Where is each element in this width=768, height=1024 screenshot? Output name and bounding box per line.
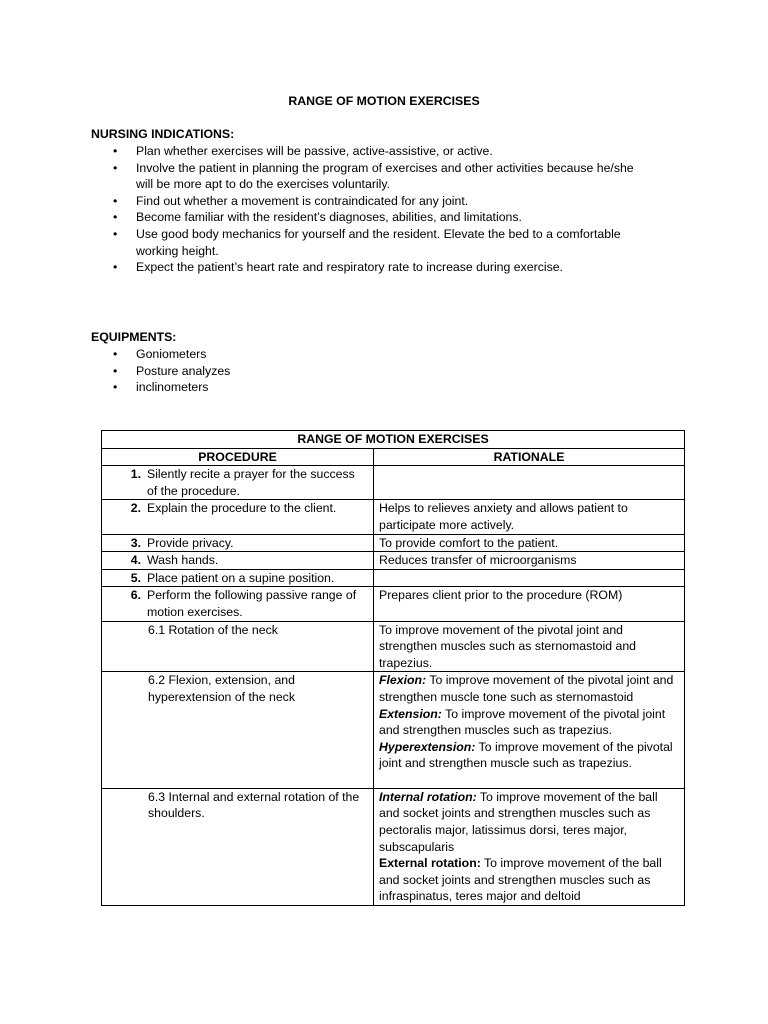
procedure-cell: 6.3 Internal and external rotation of the shoulders. bbox=[102, 788, 374, 905]
rationale-part bbox=[379, 706, 679, 739]
rationale-cell: Helps to relieves anxiety and allows patient to participate more actively. bbox=[374, 500, 685, 534]
list-item: • Find out whether a movement is contraindicated for any joint. bbox=[91, 193, 651, 210]
list-item: • Use good body mechanics for yourself and the resident. Elevate the bed to a comfortable working height. bbox=[91, 226, 651, 259]
rationale-text: To improve movement of the ball and socket joints and strengthen muscles such as infraspinatus, teres major and deltoid bbox=[379, 856, 662, 904]
list-item: • Expect the patient’s heart rate and respiratory rate to increase during exercise. bbox=[91, 259, 651, 276]
table-row bbox=[102, 500, 685, 534]
procedure-cell bbox=[102, 569, 374, 587]
rationale-cell: Reduces transfer of microorganisms bbox=[374, 552, 685, 570]
procedure-table bbox=[101, 430, 685, 906]
rationale-text: To improve movement of the pivotal joint and strengthen muscle such as trapezius. bbox=[379, 739, 673, 771]
rationale-text: To improve movement of the ball and socket joints and strengthen muscles such as pectoralis major, latissimus dorsi, teres major, subscapularis bbox=[379, 789, 658, 854]
procedure-cell: 6.2 Flexion, extension, and hyperextension of the neck bbox=[102, 672, 374, 789]
procedure-text: Silently recite a prayer for the success of the procedure. bbox=[147, 467, 355, 498]
rationale-cell bbox=[374, 672, 685, 789]
procedure-column-header: PROCEDURE bbox=[102, 448, 374, 466]
rationale-part bbox=[379, 672, 679, 705]
step-number: 4. bbox=[130, 553, 141, 568]
procedure-cell bbox=[102, 552, 374, 570]
rationale-cell bbox=[374, 788, 685, 905]
step-number: 2. bbox=[130, 501, 141, 516]
rationale-cell bbox=[374, 569, 685, 587]
rationale-cell: To provide comfort to the patient. bbox=[374, 534, 685, 552]
rationale-part bbox=[379, 789, 679, 855]
procedure-cell bbox=[102, 587, 374, 621]
rationale-term: Hyperextension: bbox=[379, 739, 476, 754]
procedure-cell bbox=[102, 500, 374, 534]
list-item: • Posture analyzes bbox=[91, 363, 491, 380]
step-number: 3. bbox=[130, 535, 141, 550]
nursing-indications-heading: NURSING INDICATIONS: bbox=[91, 127, 235, 141]
rationale-term: Extension: bbox=[379, 706, 442, 721]
table-row bbox=[102, 534, 685, 552]
step-number: 5. bbox=[130, 570, 141, 585]
table-title: RANGE OF MOTION EXERCISES bbox=[102, 431, 685, 449]
rationale-cell bbox=[374, 466, 685, 500]
procedure-cell bbox=[102, 534, 374, 552]
table-row bbox=[102, 672, 685, 789]
step-number: 1. bbox=[130, 467, 141, 482]
table-row bbox=[102, 788, 685, 905]
table-row bbox=[102, 466, 685, 500]
procedure-cell bbox=[102, 466, 374, 500]
procedure-text: Place patient on a supine position. bbox=[147, 570, 335, 585]
procedure-text: Provide privacy. bbox=[147, 535, 234, 550]
list-item: • Plan whether exercises will be passive, active-assistive, or active. bbox=[91, 143, 651, 160]
rationale-cell: Prepares client prior to the procedure (ROM) bbox=[374, 587, 685, 621]
rationale-text: To improve movement of the pivotal joint and strengthen muscle tone such as sternomastoid bbox=[379, 673, 674, 704]
list-item: • Involve the patient in planning the program of exercises and other activities because he/she will be more apt to do the exercises voluntarily. bbox=[91, 160, 651, 193]
procedure-cell: 6.1 Rotation of the neck bbox=[102, 621, 374, 672]
procedure-text: Wash hands. bbox=[147, 553, 219, 568]
table-row bbox=[102, 621, 685, 672]
rationale-term: Internal rotation: bbox=[379, 789, 477, 804]
list-item: • Goniometers bbox=[91, 346, 491, 363]
equipments-list bbox=[91, 346, 491, 396]
step-number: 6. bbox=[130, 588, 141, 603]
table-row bbox=[102, 587, 685, 621]
rationale-column-header: RATIONALE bbox=[374, 448, 685, 466]
rationale-text: To improve movement of the pivotal joint and strengthen muscles such as trapezius. bbox=[379, 706, 666, 738]
procedure-text: Explain the procedure to the client. bbox=[147, 501, 337, 516]
list-item: • inclinometers bbox=[91, 379, 491, 396]
rationale-term: External rotation: bbox=[379, 856, 481, 871]
page-title: RANGE OF MOTION EXERCISES bbox=[288, 94, 480, 108]
rationale-part bbox=[379, 739, 679, 772]
rationale-cell: To improve movement of the pivotal joint and strengthen muscles such as sternomastoid and trapezius. bbox=[374, 621, 685, 672]
table-row bbox=[102, 552, 685, 570]
nursing-indications-list bbox=[91, 143, 651, 276]
equipments-heading: EQUIPMENTS: bbox=[91, 330, 177, 344]
table-row bbox=[102, 569, 685, 587]
rationale-term: Flexion: bbox=[379, 673, 427, 688]
procedure-text: Perform the following passive range of motion exercises. bbox=[147, 588, 357, 619]
list-item: • Become familiar with the resident’s diagnoses, abilities, and limitations. bbox=[91, 209, 651, 226]
rationale-part bbox=[379, 855, 679, 905]
